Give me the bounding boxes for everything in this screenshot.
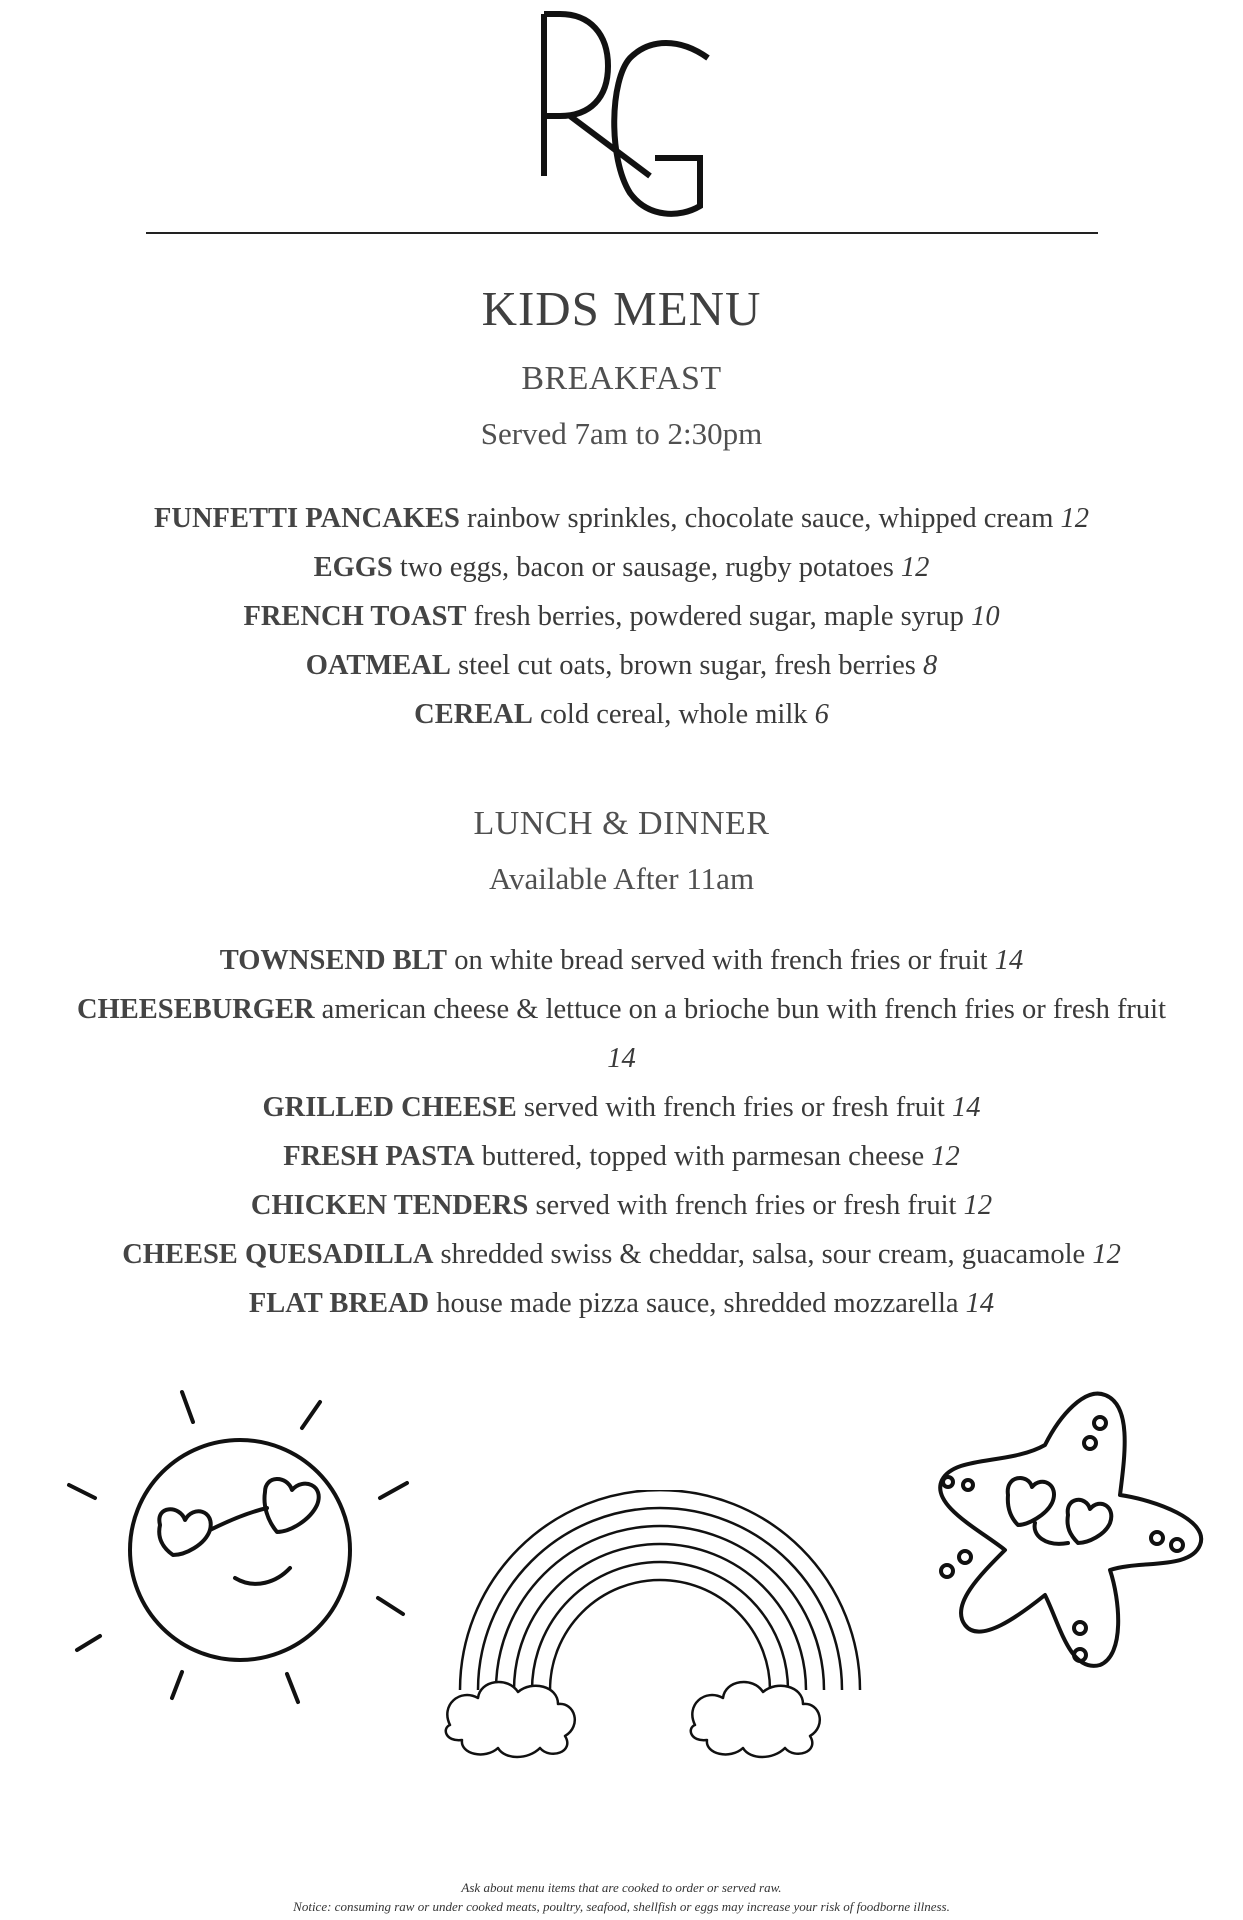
item-name: CEREAL bbox=[414, 699, 533, 730]
item-price: 12 bbox=[963, 1190, 993, 1221]
item-price: 12 bbox=[931, 1141, 960, 1172]
rg-monogram-logo bbox=[530, 8, 720, 218]
footer-note: Ask about menu items that are cooked to order or served raw. bbox=[461, 1880, 782, 1895]
item-price: 12 bbox=[1060, 503, 1090, 534]
item-name: CHEESE QUESADILLA bbox=[122, 1239, 434, 1270]
item-price: 10 bbox=[971, 601, 1000, 632]
breakfast-items bbox=[0, 494, 1243, 739]
item-price: 14 bbox=[607, 1043, 636, 1074]
item-desc: served with french fries or fresh fruit bbox=[523, 1092, 945, 1123]
lunch-dinner-heading: LUNCH & DINNER bbox=[473, 805, 770, 842]
lunch-dinner-hours: Available After 11am bbox=[488, 861, 755, 896]
item-name: CHICKEN TENDERS bbox=[250, 1190, 529, 1221]
item-name: GRILLED CHEESE bbox=[262, 1092, 517, 1123]
item-price: 6 bbox=[814, 699, 829, 730]
menu-title: KIDS MENU bbox=[481, 281, 762, 336]
item-desc: american cheese & lettuce on a brioche bun with french fries or fresh fruit bbox=[321, 994, 1167, 1025]
item-desc: cold cereal, whole milk bbox=[540, 699, 808, 730]
item-desc: buttered, topped with parmesan cheese bbox=[481, 1141, 925, 1172]
item-desc: two eggs, bacon or sausage, rugby potatoes bbox=[399, 552, 894, 583]
item-price: 14 bbox=[951, 1092, 981, 1123]
menu-item bbox=[70, 985, 1173, 1083]
menu-item bbox=[70, 1181, 1173, 1230]
footer-notice: Notice: consuming raw or under cooked meats, poultry, seafood, shellfish or eggs may increase your risk of foodborne illness. bbox=[293, 1899, 950, 1914]
menu-item bbox=[70, 1083, 1173, 1132]
item-name: FLAT BREAD bbox=[248, 1288, 430, 1319]
item-desc: served with french fries or fresh fruit bbox=[535, 1190, 957, 1221]
lunch-dinner-items bbox=[0, 936, 1243, 1328]
item-price: 14 bbox=[994, 945, 1024, 976]
breakfast-heading: BREAKFAST bbox=[521, 360, 722, 397]
item-desc: steel cut oats, brown sugar, fresh berries bbox=[458, 650, 916, 681]
starfish-icon bbox=[910, 1385, 1210, 1675]
item-name: OATMEAL bbox=[305, 650, 451, 681]
rainbow-icon bbox=[440, 1490, 880, 1760]
menu-item bbox=[70, 1230, 1173, 1279]
item-desc: on white bread served with french fries or fruit bbox=[454, 945, 988, 976]
menu-item bbox=[70, 1279, 1173, 1328]
header-divider bbox=[146, 232, 1098, 234]
menu-item bbox=[70, 641, 1173, 690]
item-desc: shredded swiss & cheddar, salsa, sour cream, guacamole bbox=[440, 1239, 1086, 1270]
item-desc: rainbow sprinkles, chocolate sauce, whipped cream bbox=[466, 503, 1054, 534]
menu-item bbox=[70, 936, 1173, 985]
item-price: 14 bbox=[965, 1288, 995, 1319]
item-name: CHEESEBURGER bbox=[76, 994, 315, 1025]
item-price: 12 bbox=[900, 552, 930, 583]
item-price: 12 bbox=[1092, 1239, 1121, 1270]
item-price: 8 bbox=[923, 650, 938, 681]
menu-item bbox=[70, 690, 1173, 739]
item-name: EGGS bbox=[313, 552, 393, 583]
item-desc: house made pizza sauce, shredded mozzarella bbox=[436, 1288, 959, 1319]
menu-item bbox=[70, 543, 1173, 592]
item-name: FUNFETTI PANCAKES bbox=[153, 503, 460, 534]
menu-item bbox=[70, 1132, 1173, 1181]
sun-icon bbox=[55, 1380, 415, 1710]
menu-item bbox=[70, 592, 1173, 641]
item-name: TOWNSEND BLT bbox=[219, 945, 448, 976]
item-desc: fresh berries, powdered sugar, maple syrup bbox=[473, 601, 964, 632]
item-name: FRENCH TOAST bbox=[243, 601, 467, 632]
menu-item bbox=[70, 494, 1173, 543]
breakfast-hours: Served 7am to 2:30pm bbox=[480, 416, 763, 451]
item-name: FRESH PASTA bbox=[283, 1141, 475, 1172]
